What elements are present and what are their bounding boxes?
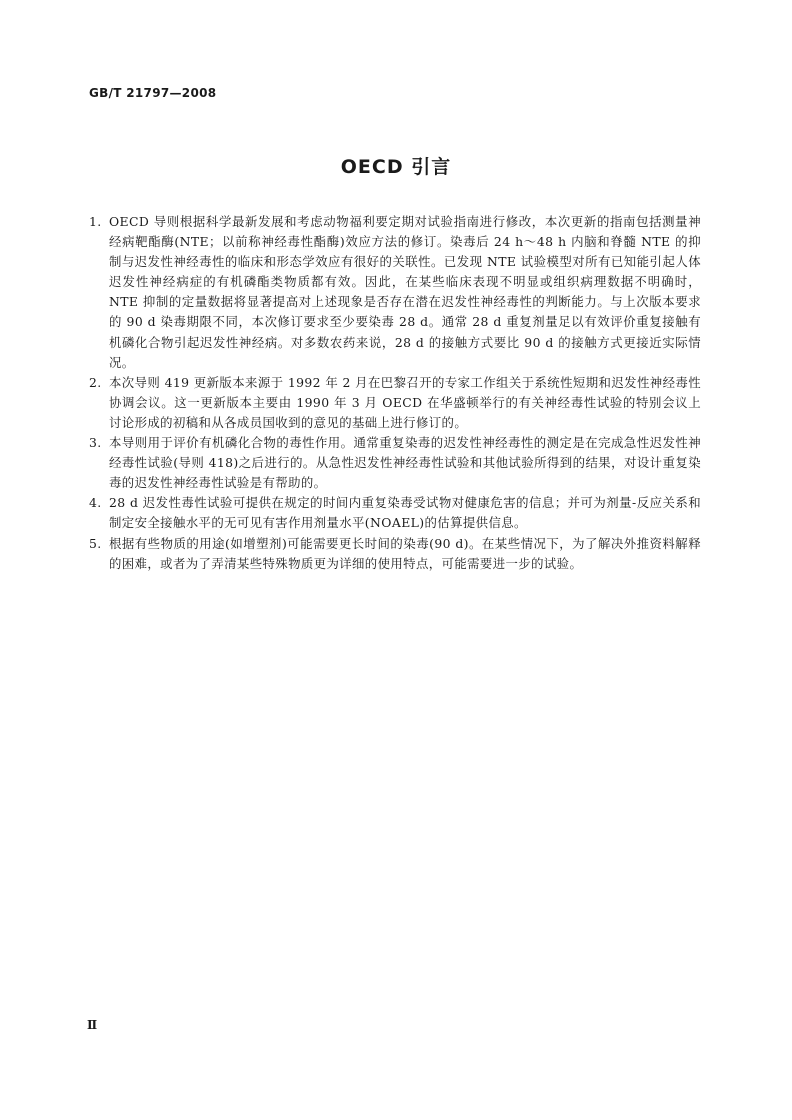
item-number: 4. — [89, 495, 102, 511]
standard-code: GB/T 21797—2008 — [89, 86, 217, 100]
page-title: OECD 引言 — [340, 156, 452, 178]
introduction-list — [89, 212, 701, 574]
list-item — [89, 493, 701, 533]
item-text: 本次导则 419 更新版本来源于 1992 年 2 月在巴黎召开的专家工作组关于系统性短期和迟发性神经毒性协调会议。这一更新版本主要由 1990 年 3 月 OECD 在华盛顿举行的有关神经毒性试验的特别会议上讨论形成的初稿和从各成员国收到的意见的基础上进行修订的。 — [109, 374, 701, 430]
list-item — [89, 212, 701, 373]
list-item — [89, 433, 701, 493]
item-text: 本导则用于评价有机磷化合物的毒性作用。通常重复染毒的迟发性神经毒性的测定是在完成急性迟发性神经毒性试验(导则 418)之后进行的。从急性迟发性神经毒性试验和其他试验所得到的结果，对设计重复染毒的迟发性神经毒性试验是有帮助的。 — [109, 435, 701, 491]
item-number: 3. — [89, 435, 102, 451]
item-text: 28 d 迟发性毒性试验可提供在规定的时间内重复染毒受试物对健康危害的信息；并可为剂量-反应关系和制定安全接触水平的无可见有害作用剂量水平(NOAEL)的估算提供信息。 — [109, 495, 701, 531]
item-number: 1. — [89, 214, 102, 229]
item-text: OECD 导则根据科学最新发展和考虑动物福利要定期对试验指南进行修改，本次更新的指南包括测量神经病靶酯酶(NTE；以前称神经毒性酯酶)效应方法的修订。染毒后 24 h～48 h 内脑和脊髓 NTE 的抑制与迟发性神经毒性的临床和形态学效应有很好的关联性。已发现 NTE 试验模型对所有已知能引起人体迟发性神经病症的有机磷酯类物质都有效。因此，在某些临床表现不明显或组织病理数据不明确时，NTE 抑制的定量数据将显著提高对上述现象是否存在潜在迟发性神经毒性的判断能力。与上次版本要求的 90 d 染毒期限不同，本次修订要求至少要染毒 28 d。通常 28 d 重复剂量足以有效评价重复接触有机磷化合物引起迟发性神经病。对多数农药来说，28 d 的接触方式要比 90 d 的接触方式更接近实际情况。 — [109, 214, 701, 370]
page-number: Ⅱ — [87, 1018, 98, 1032]
item-text: 根据有些物质的用途(如增塑剂)可能需要更长时间的染毒(90 d)。在某些情况下，为了解决外推资料解释的困难，或者为了弄清某些特殊物质更为详细的使用特点，可能需要进一步的试验。 — [109, 535, 701, 571]
item-number: 5. — [89, 535, 102, 551]
list-item — [89, 534, 701, 574]
item-number: 2. — [89, 374, 102, 390]
list-item — [89, 373, 701, 433]
